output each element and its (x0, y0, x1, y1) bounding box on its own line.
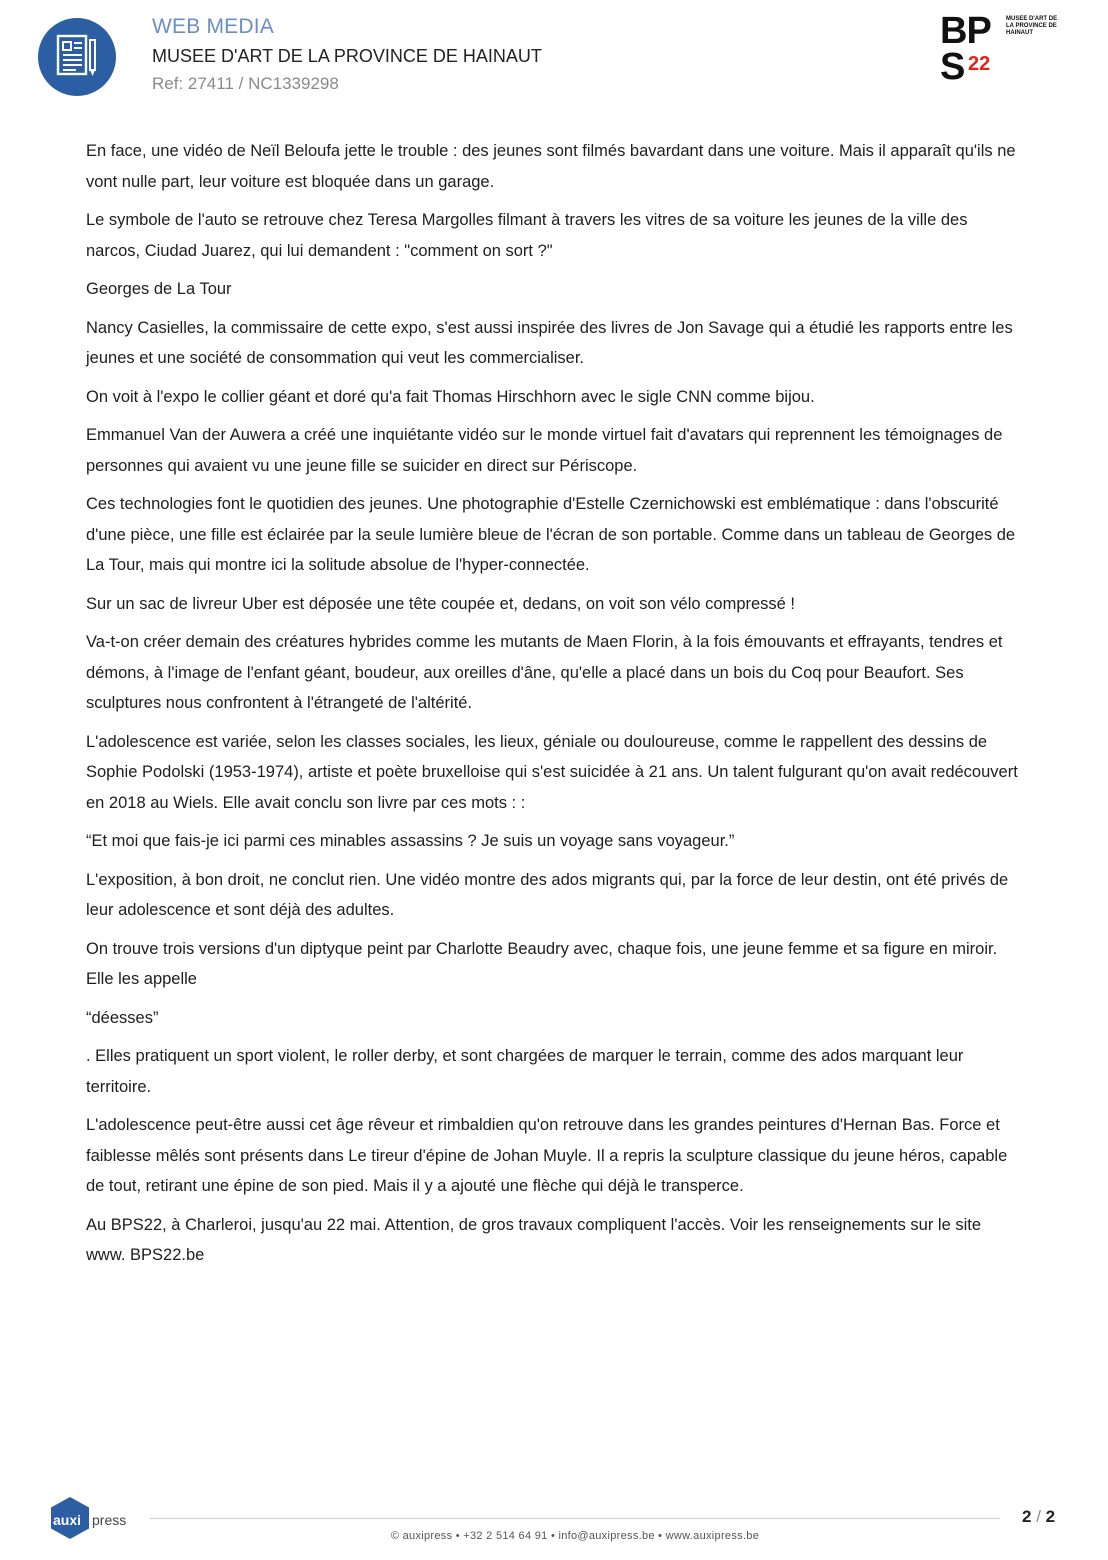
article-quote: “Et moi que fais-je ici parmi ces minables assassins ? Je suis un voyage sans voyageur.” (86, 832, 735, 850)
header-text (152, 14, 542, 98)
source-name: MUSEE D'ART DE LA PROVINCE DE HAINAUT (152, 46, 542, 66)
article-paragraph: On voit à l'expo le collier géant et doré qu'a fait Thomas Hirschhorn avec le sigle CNN comme bijou. (86, 387, 815, 406)
article-paragraph: L'adolescence peut-être aussi cet âge rêveur et rimbaldien qu'on retrouve dans les grandes peintures d'Hernan Bas. Force et faiblesse mêlés sont présents dans Le tireur d'épine de Johan Muyle. Il a repris la sculpture classique du jeune héros, capable de tout, retirant une épine de son pied. Mais il y a ajouté une flèche qui déjà le transperce. (86, 1116, 1008, 1195)
bps22-logo-bottom: S (940, 46, 965, 88)
auxipress-logo-press: press (92, 1512, 127, 1528)
article-paragraph: Au BPS22, à Charleroi, jusqu'au 22 mai. Attention, de gros travaux compliquent l'accès. Voir les renseignements sur le site www. BPS22.be (86, 1215, 982, 1264)
article-paragraph: L'adolescence est variée, selon les classes sociales, les lieux, géniale ou douloureuse, comme le rappellent des dessins de Sophie Podolski (1953-1974), artiste et poète bruxelloise qui s'est suicidée à 21 ans. Un talent fulgurant qu'on avait redécouvert en 2018 au Wiels. Elle avait conclu son livre par ces mots : : (86, 732, 1018, 812)
bps22-logo-number: 22 (968, 53, 991, 75)
page-footer (0, 1490, 1108, 1560)
footer-contact: © auxipress • +32 2 514 64 91 • info@auxipress.be • www.auxipress.be (390, 1530, 760, 1542)
article-paragraph: Nancy Casielles, la commissaire de cette expo, s'est aussi inspirée des livres de Jon Savage qui a étudié les rapports entre les jeunes et une société de consommation qui veut les commercialiser. (86, 318, 1013, 367)
footer-divider (150, 1518, 1000, 1519)
page-header (0, 0, 1108, 110)
auxipress-logo-auxi: auxi (53, 1512, 82, 1528)
document-icon (38, 18, 116, 96)
article-paragraph: “déesses” (86, 1008, 159, 1027)
article-paragraph: . Elles pratiquent un sport violent, le roller derby, et sont chargées de marquer le terrain, comme des ados marquant leur territoire. (86, 1047, 964, 1096)
article-paragraph: Ces technologies font le quotidien des jeunes. Une photographie d'Estelle Czernichowski est emblématique : dans l'obscurité d'une pièce, une fille est éclairée par la seule lumière bleue de l'écran de son portable. Comme dans un tableau de Georges de La Tour, mais qui montre ici la solitude absolue de l'hyper-connectée. (86, 495, 1016, 574)
page-separator: / (1036, 1507, 1041, 1526)
bps22-logo-top: BP (940, 10, 991, 52)
article-paragraph: Emmanuel Van der Auwera a créé une inquiétante vidéo sur le monde virtuel fait d'avatars qui reprennent les témoignages de personnes qui avaient vu une jeune fille se suicider en direct sur Périscope. (86, 426, 1003, 475)
article-subheading: Georges de La Tour (86, 280, 232, 298)
article-paragraph: En face, une vidéo de Neïl Beloufa jette le trouble : des jeunes sont filmés bavardant dans une voiture. Mais il apparaît qu'ils ne vont nulle part, leur voiture est bloquée dans un garage. (86, 142, 1016, 191)
reference-number: Ref: 27411 / NC1339298 (152, 74, 339, 93)
media-category: WEB MEDIA (152, 15, 274, 38)
article-paragraph: Sur un sac de livreur Uber est déposée une tête coupée et, dedans, on voit son vélo compressé ! (86, 594, 796, 613)
page-total: 2 (1045, 1507, 1056, 1526)
bps22-logo-tagline: MUSEE D'ART DE LA PROVINCE DE HAINAUT (1006, 16, 1058, 36)
page-current: 2 (1022, 1507, 1032, 1526)
bps22-logo (940, 10, 1070, 90)
article-paragraph: On trouve trois versions d'un diptyque peint par Charlotte Beaudry avec, chaque fois, une jeune femme et sa figure en miroir. Elle les appelle (86, 939, 998, 988)
article-paragraph: Va-t-on créer demain des créatures hybrides comme les mutants de Maen Florin, à la fois émouvants et effrayants, tendres et démons, à l'image de l'enfant géant, boudeur, aux oreilles d'âne, qu'elle a placé dans un bois du Coq pour Beaufort. Ses sculptures nous confrontent à l'étrangeté de l'altérité. (86, 633, 1003, 712)
article-paragraph: L'exposition, à bon droit, ne conclut rien. Une vidéo montre des ados migrants qui, par la force de leur destin, ont été privés de leur adolescence et sont déjà des adultes. (86, 870, 1009, 919)
page-number (1022, 1507, 1055, 1527)
article-paragraph: Le symbole de l'auto se retrouve chez Teresa Margolles filmant à travers les vitres de sa voiture les jeunes de la ville des narcos, Ciudad Juarez, qui lui demandent : "comment on sort ?" (86, 211, 968, 260)
article-body (86, 136, 1018, 1279)
